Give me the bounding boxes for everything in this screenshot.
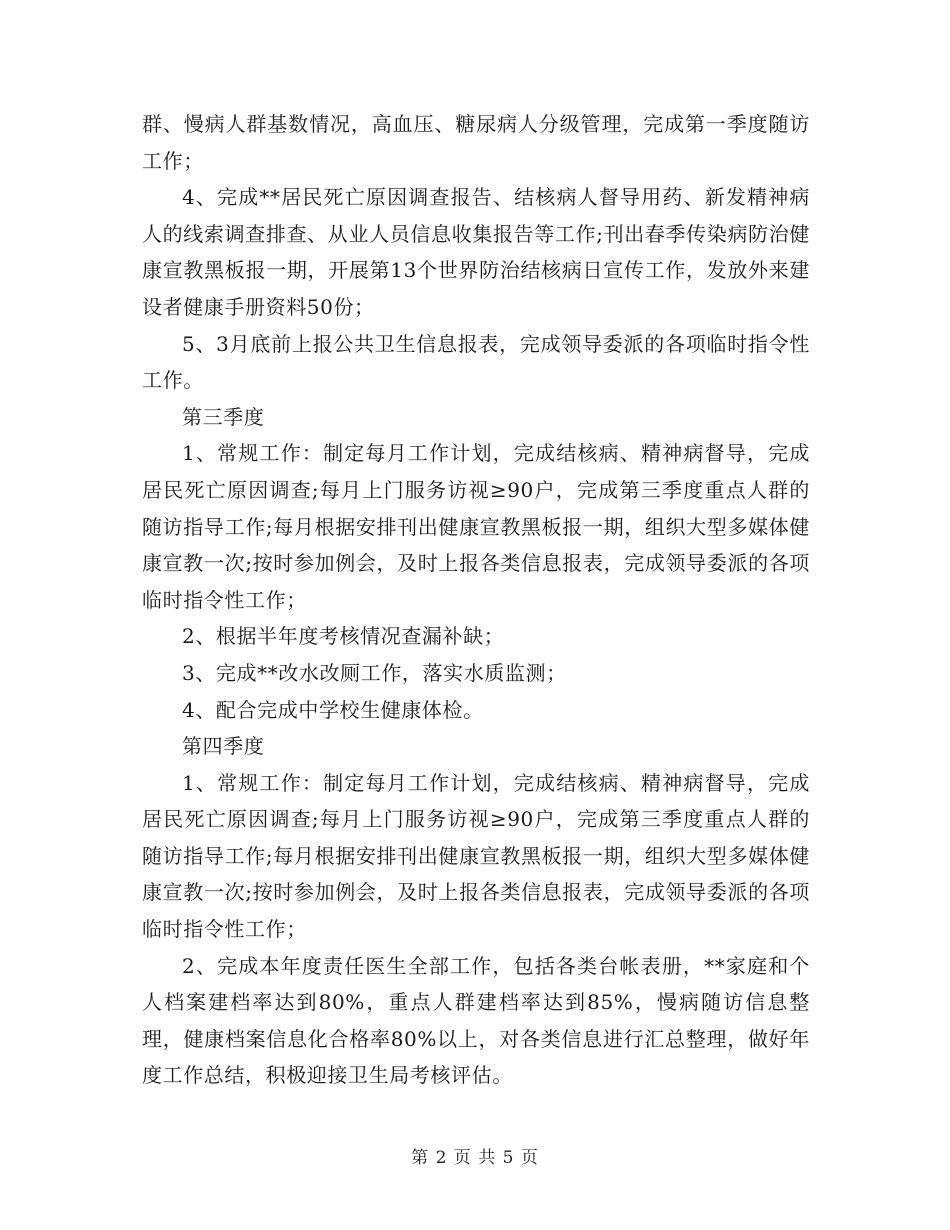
paragraph-q1-item-4: 4、完成**居民死亡原因调查报告、结核病人督导用药、新发精神病人的线索调查排查、从业人员信息收集报告等工作;刊出春季传染病防治健康宣教黑板报一期，开展第13个世界防治结核病日宣传工作，发放外来建设者健康手册资料50份； [142,185,810,319]
paragraph-q3-item-3: 3、完成**改水改厕工作，落实水质监测； [182,660,567,685]
section-heading-q3: 第三季度 [182,404,265,429]
document-body [142,106,810,1094]
paragraph-q3-item-2: 2、根据半年度考核情况查漏补缺； [182,624,505,649]
page-footer: 第 2 页 共 5 页 [411,1148,539,1168]
section-heading-q4: 第四季度 [182,734,265,759]
paragraph-q4-item-2: 2、完成本年度责任医生全部工作，包括各类台帐表册，**家庭和个人档案建档率达到80%，重点人群建档率达到85%，慢病随访信息整理，健康档案信息化合格率80%以上，对各类信息进行汇总整理，做好年度工作总结，积极迎接卫生局考核评估。 [142,953,810,1088]
paragraph-q3-item-1: 1、常规工作：制定每月工作计划，完成结核病、精神病督导，完成居民死亡原因调查;每月上门服务访视≥90户，完成第三季度重点人群的随访指导工作;每月根据安排刊出健康宣教黑板报一期，组织大型多媒体健康宣教一次;按时参加例会，及时上报各类信息报表，完成领导委派的各项临时指令性工作； [142,441,810,612]
paragraph-q3-item-4: 4、配合完成中学校生健康体检。 [182,697,484,722]
paragraph-q4-item-1: 1、常规工作：制定每月工作计划，完成结核病、精神病督导，完成居民死亡原因调查;每月上门服务访视≥90户，完成第三季度重点人群的随访指导工作;每月根据安排刊出健康宣教黑板报一期，组织大型多媒体健康宣教一次;按时参加例会，及时上报各类信息报表，完成领导委派的各项临时指令性工作； [142,770,810,942]
paragraph-continuation: 群、慢病人群基数情况，高血压、糖尿病人分级管理，完成第一季度随访工作； [142,112,810,173]
paragraph-q1-item-5: 5、3月底前上报公共卫生信息报表，完成领导委派的各项临时指令性工作。 [142,331,810,393]
